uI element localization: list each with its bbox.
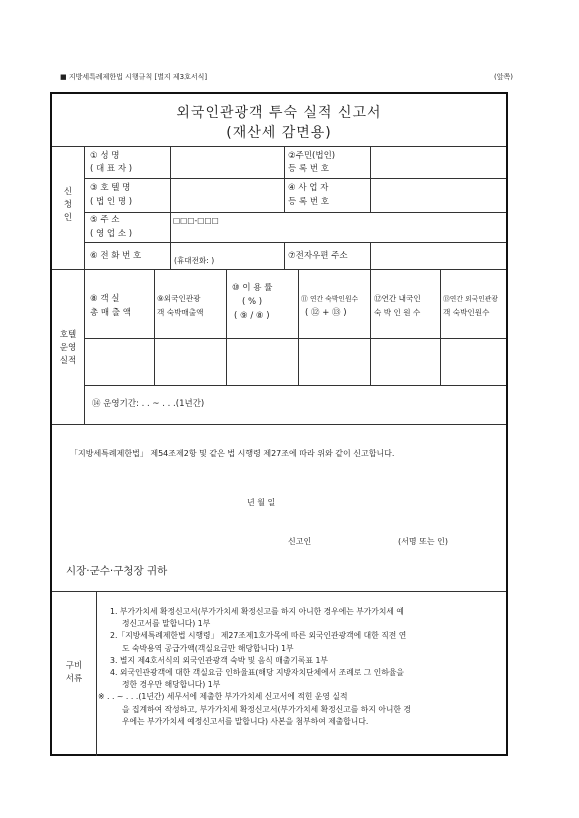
document-item: 1. 부가가치세 확정신고서(부가가치세 확정신고를 하지 아니한 경우에는 부가가치세 예: [110, 607, 404, 616]
phone-label: ⑥ 전 화 번 호: [90, 251, 142, 261]
form-subtitle: (재산세 감면용): [226, 125, 332, 141]
domestic-guests-label: ⑫연간 내국인: [374, 294, 421, 303]
email-label: ⑦전자우편 주소: [288, 251, 348, 261]
documents-section-label: 구비 서류: [65, 661, 83, 684]
required-documents-list: [98, 606, 500, 728]
business-registration-label: 등 록 번 호: [288, 197, 329, 207]
date-line[interactable]: 년 월 일: [247, 498, 276, 507]
applicant-section-label: 신 청 인: [63, 187, 73, 223]
foreign-sales-label: ⑨외국인관광: [157, 294, 201, 303]
divider: [52, 269, 506, 270]
usage-rate-field[interactable]: [227, 339, 297, 384]
usage-rate-label: ⑩ 이 용 률: [232, 283, 273, 293]
declaration-statement: 「지방세특례제한법」 제54조제2항 및 같은 법 시행령 제27조에 따라 위와 같이 신고합니다.: [70, 449, 395, 458]
form-header: [60, 72, 513, 82]
domestic-guests-field[interactable]: [371, 339, 439, 384]
addressee: 시장·군수·구청장 귀하: [66, 565, 168, 577]
document-note: 우에는 부가가치세 예정신고서를 말합니다) 사본을 첨부하여 제출합니다.: [122, 716, 369, 726]
hotel-results-section-label: 호텔 운영 실적: [59, 330, 77, 366]
document-item: 정신고서를 말합니다) 1부: [122, 619, 211, 629]
representative-label: ( 대 표 자 ): [90, 164, 133, 174]
document-item: 4. 외국인관광객에 대한 객실요금 인하율표(해당 지방자치단체에서 조례로 그 인하율을: [110, 668, 404, 678]
foreign-guests-field[interactable]: [441, 339, 506, 384]
id-number-label: ②주민(법인): [288, 151, 336, 161]
address-label: ⑤ 주 소: [90, 215, 120, 225]
page-side-label: (앞쪽): [494, 73, 513, 81]
regulation-reference: ■ 지방세특례제한법 시행규칙 [별지 제3호서식]: [60, 73, 208, 81]
form-title: 외국인관광객 투숙 실적 신고서: [176, 105, 382, 121]
document-item: 도 숙박용역 공급가액(객실요금만 해당합니다) 1부: [122, 643, 294, 653]
usage-rate-percent: ( % ): [242, 297, 263, 307]
id-number-field[interactable]: [371, 147, 506, 177]
foreign-guests-label: ⑬연간 외국인관광: [443, 295, 498, 303]
divider: [52, 424, 506, 425]
room-total-sales-label: ⑧ 객 실: [90, 294, 120, 304]
document-item: 정한 경우만 해당합니다) 1부: [122, 680, 221, 690]
divider: [52, 591, 506, 592]
annual-guests-field[interactable]: [299, 339, 369, 384]
corporation-name-label: ( 법 인 명 ): [90, 197, 133, 207]
annual-guests-label: ⑪ 연간 숙박인원수: [301, 295, 359, 303]
name-label: ① 성 명: [90, 151, 120, 161]
hotel-name-field[interactable]: [171, 179, 283, 211]
foreign-guests-label-2: 객 숙박인원수: [443, 308, 490, 317]
foreign-sales-label-2: 객 숙박매출액: [157, 308, 204, 317]
registration-number-label: 등 록 번 호: [288, 164, 329, 174]
name-field[interactable]: [171, 147, 283, 177]
domestic-guests-label-2: 숙 박 인 원 수: [374, 308, 421, 317]
business-label: ④ 사 업 자: [288, 183, 329, 193]
usage-rate-formula: ( ⑨ / ⑧ ): [234, 311, 270, 321]
room-total-sales-label-2: 총 매 출 액: [90, 308, 131, 318]
document-note: 을 집계하여 작성하고, 부가가치세 확정신고서(부가가치세 확정신고를 하지 아니한 경: [122, 704, 411, 714]
email-field[interactable]: [371, 243, 506, 268]
business-number-field[interactable]: [371, 179, 506, 211]
annual-guests-formula: ( ⑫ + ⑬ ): [305, 308, 347, 318]
document-item: 2.「지방세특례제한법 시행령」 제27조제1호가목에 따른 외국인관광객에 대한 직전 연: [110, 631, 407, 641]
signature-placeholder[interactable]: (서명 또는 인): [398, 537, 448, 546]
business-place-label: ( 영 업 소 ): [90, 229, 133, 239]
room-total-sales-field[interactable]: [85, 339, 153, 384]
mobile-phone-field[interactable]: (휴대전화: ): [174, 256, 215, 265]
report-form: [50, 92, 508, 756]
reporter-label: 신고인: [288, 537, 312, 546]
operating-period[interactable]: ⑭ 운영기간: . . ~ . . .(1년간): [92, 399, 205, 409]
address-field[interactable]: □□□-□□□: [173, 216, 219, 225]
document-note: ※ . . ~ . . .(1년간) 세무서에 제출한 부가가치세 신고서에 적힌 운영 실적: [98, 692, 348, 702]
hotel-name-label: ③ 호 텔 명: [90, 183, 131, 193]
document-item: 3. 별지 제4호서식의 외국인관광객 숙박 및 음식 매출기록표 1부: [110, 655, 328, 665]
foreign-sales-field[interactable]: [155, 339, 225, 384]
